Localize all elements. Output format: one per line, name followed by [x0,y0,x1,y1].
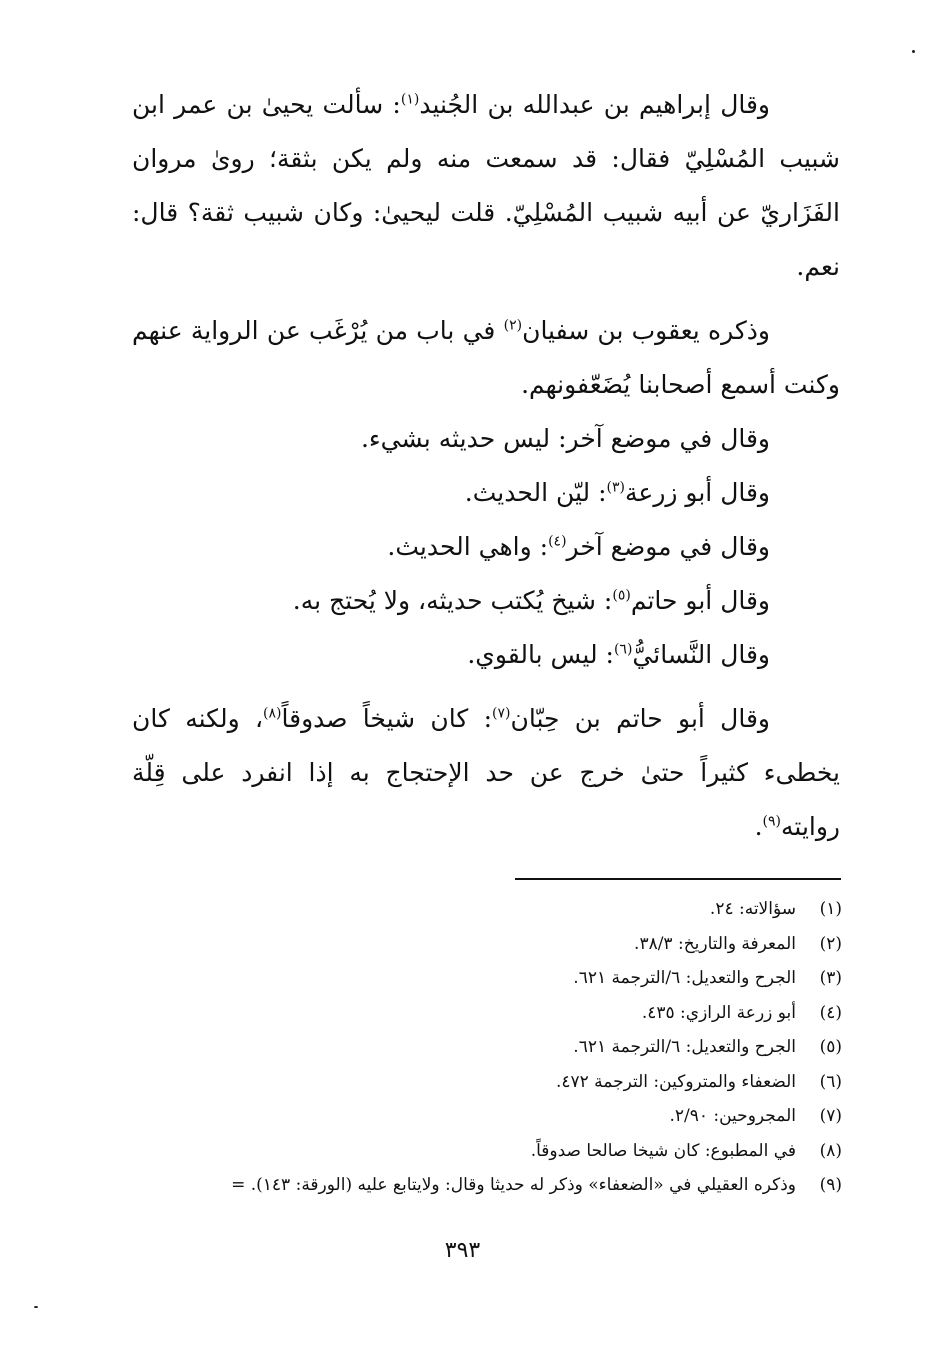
spacer [132,682,840,692]
paragraph-text: : كان شيخاً صدوقاً [281,704,492,733]
footnote-text: المجروحين: ٢/٩٠. [669,1106,796,1126]
scan-speck [912,50,915,53]
quote-text: وقال أبو حاتم [630,586,770,615]
quote-text: : ليس بالقوي. [467,640,614,669]
footnote-text: المعرفة والتاريخ: ٣٨/٣. [634,933,796,954]
footnote [150,1099,842,1134]
footnote-reference: (٦) [613,641,633,658]
footnote-number: (١) [819,899,842,919]
footnote-reference: (١) [400,91,420,108]
paragraph-text: وقال إبراهيم بن عبدالله بن الجُنيد [419,90,770,119]
footnote-text: وذكره العقيلي في «الضعفاء» وذكر له حديثا وقال: ولايتابع عليه (الورقة: ١٤٣). = [231,1175,796,1195]
footnote-reference: (٧) [492,705,511,722]
footnote-reference: (٣) [606,479,626,496]
main-text [132,78,840,854]
footnote [150,892,842,927]
quote-line [132,574,840,628]
paragraph-text: ، ولكنه كان يخطىء كثيراً حتىٰ خرج عن حد الإحتجاج به إذا انفرد على قِلّة روايته [132,704,840,841]
quote-text: وقال أبو زرعة [625,478,770,507]
paragraph-text: : سألت يحيىٰ بن عمر ابن شبيب المُسْلِيّ فقال: قد سمعت منه ولم يكن بثقة؛ روىٰ مروان الفَزَاريّ عن أبيه شبيب المُسْلِيّ. قلت ليحيىٰ: وكان شبيب ثقة؟ قال: نعم. [132,90,840,281]
footnote-number: (٥) [819,1037,842,1057]
quote-line [132,466,840,520]
footnote-reference: (٢) [503,317,523,334]
scan-speck [34,1306,38,1308]
footnote [150,1030,842,1065]
quote-line [132,520,840,574]
footnote-text: الجرح والتعديل: ٦/الترجمة ٦٢١. [573,1037,796,1057]
paragraph-text: وذكره يعقوب بن سفيان [522,316,770,345]
page-number: ٣٩٣ [444,1238,481,1263]
footnotes [150,892,842,1203]
footnote-number: (٦) [819,1071,842,1092]
quote-text: : شيخ يُكتب حديثه، ولا يُحتج به. [292,586,613,615]
footnote-reference: (٨) [263,705,282,722]
quote-line [132,412,840,466]
quote-text: وقال النَّسائيُّ [632,640,770,669]
footnote-text: الضعفاء والمتروكين: الترجمة ٤٧٢. [555,1071,796,1092]
footnote-number: (٧) [819,1106,842,1126]
footnote-number: (٢) [819,933,842,954]
quote-text: : ليّن الحديث. [464,478,607,507]
quote-line [132,628,840,682]
footnote-number: (٣) [819,968,842,988]
footnote [150,961,842,996]
footnote [150,927,842,962]
footnote-text: أبو زرعة الرازي: ٤٣٥. [641,1002,796,1023]
footnote-number: (٨) [819,1140,842,1161]
quote-text: وقال في موضع آخر: ليس حديثه بشيء. [360,424,770,453]
footnote-reference: (٥) [612,587,631,604]
footnote [150,1168,842,1203]
footnote [150,996,842,1031]
footnote [150,1065,842,1100]
footnote-number: (٤) [819,1002,842,1023]
paragraph-yaqub [132,304,840,412]
footnote-divider [515,878,841,880]
footnote-reference: (٩) [762,813,781,830]
footnote-text: سؤالاته: ٢٤. [709,899,796,919]
footnote-text: الجرح والتعديل: ٦/الترجمة ٦٢١. [573,968,796,988]
footnote [150,1134,842,1169]
quote-text: وقال في موضع آخر [566,532,770,561]
paragraph-text: في باب من يُرْغَب عن الرواية عنهم وكنت أسمع أصحابنا يُضَعّفونهم. [132,316,840,399]
quote-text: : واهي الحديث. [387,532,549,561]
footnote-text: في المطبوع: كان شيخا صالحا صدوقاً. [530,1140,796,1161]
paragraph-ibn-hibban [132,692,840,854]
footnote-reference: (٤) [548,533,567,550]
paragraph-ibn-junayd [132,78,840,294]
paragraph-text: وقال أبو حاتم بن حِبّان [510,704,770,733]
footnote-number: (٩) [819,1175,842,1195]
paragraph-text: . [754,812,763,841]
